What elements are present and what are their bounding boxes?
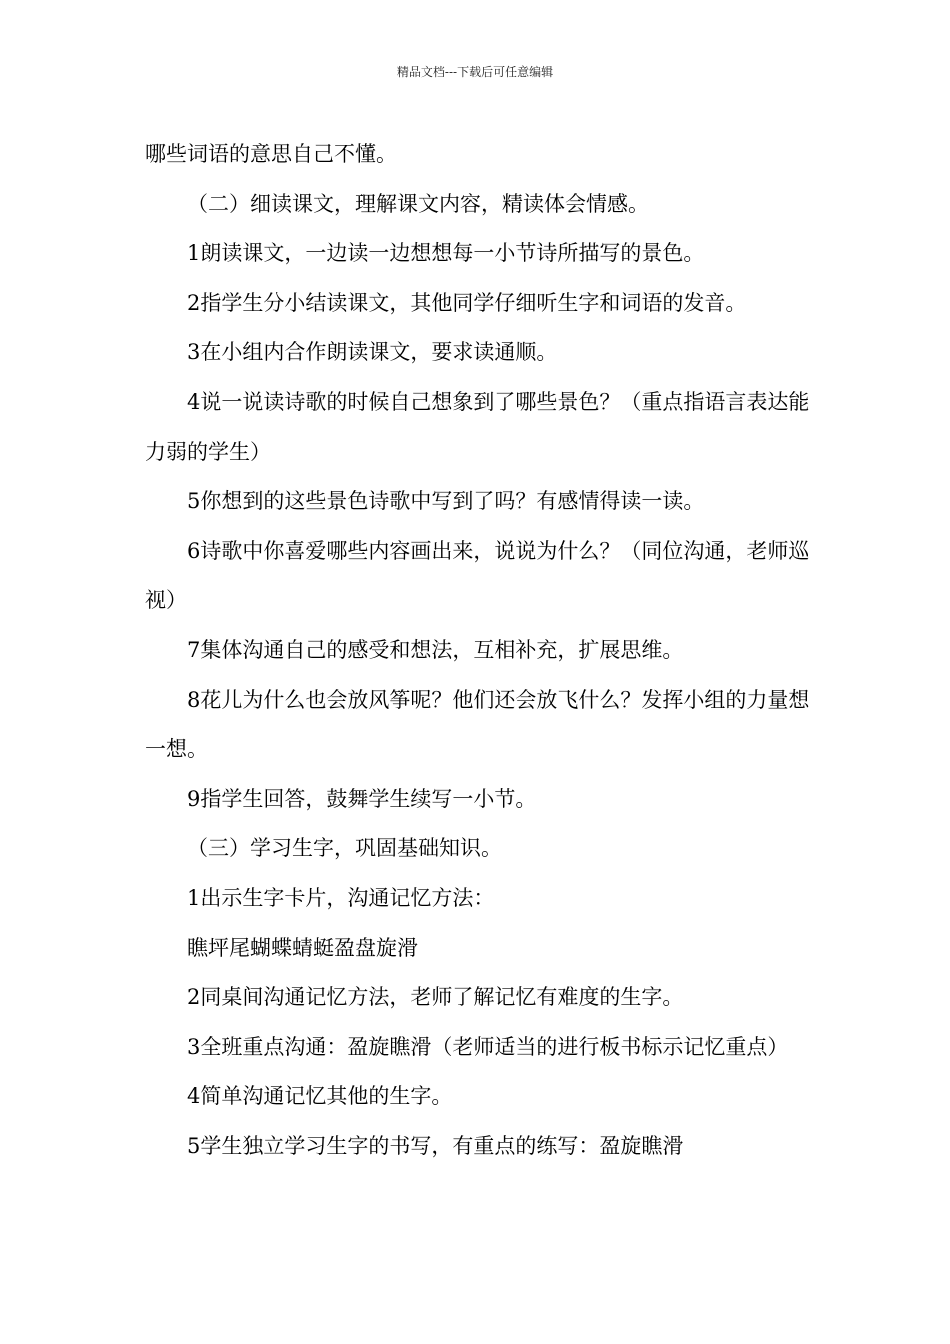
paragraph: 6诗歌中你喜爱哪些内容画出来，说说为什么？（同位沟通，老师巡视） [145, 538, 810, 613]
document-body [145, 130, 810, 1171]
paragraph: 4说一说读诗歌的时候自己想象到了哪些景色？（重点指语言表达能力弱的学生） [145, 389, 810, 464]
paragraph: 5学生独立学习生字的书写，有重点的练写：盈旋瞧滑 [187, 1133, 684, 1158]
paragraph: 4简单沟通记忆其他的生字。 [187, 1084, 453, 1109]
page-header: 精品文档---下载后可任意编辑 [396, 65, 554, 79]
paragraph: 2同桌间沟通记忆方法，老师了解记忆有难度的生字。 [187, 985, 684, 1010]
character-list: 瞧坪尾蝴蝶蜻蜓盈盘旋滑 [187, 935, 418, 960]
section-heading: （二）细读课文，理解课文内容，精读体会情感。 [187, 191, 649, 216]
paragraph: 9指学生回答，鼓舞学生续写一小节。 [187, 786, 537, 811]
paragraph: 3全班重点沟通：盈旋瞧滑（老师适当的进行板书标示记忆重点） [187, 1034, 789, 1059]
paragraph: 8花儿为什么也会放风筝呢？他们还会放飞什么？发挥小组的力量想一想。 [145, 687, 810, 762]
paragraph: 5你想到的这些景色诗歌中写到了吗？有感情得读一读。 [187, 489, 705, 514]
section-heading: （三）学习生字，巩固基础知识。 [187, 836, 502, 861]
paragraph: 3在小组内合作朗读课文，要求读通顺。 [187, 340, 558, 365]
paragraph: 7集体沟通自己的感受和想法，互相补充，扩展思维。 [187, 637, 684, 662]
paragraph: 1朗读课文，一边读一边想想每一小节诗所描写的景色。 [187, 241, 705, 266]
paragraph: 1出示生字卡片，沟通记忆方法： [187, 885, 495, 910]
paragraph: 哪些词语的意思自己不懂。 [145, 142, 397, 166]
paragraph: 2指学生分小结读课文，其他同学仔细听生字和词语的发音。 [187, 290, 747, 315]
